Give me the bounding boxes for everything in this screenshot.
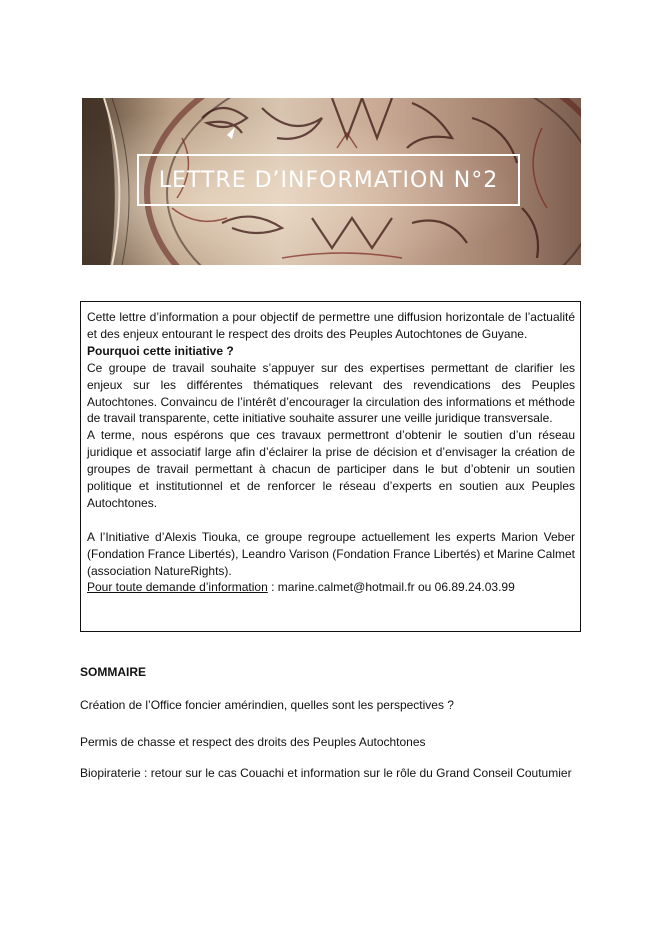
intro-paragraph: Ce groupe de travail souhaite s’appuyer sur des expertises permettant de clarifier les enjeux sur les différentes thématiques relevant des revendications des Peuples Autochtones. Convaincu de l’intérêt d’encourager la circulation des informations et méthode de travail transparente, cette initiative souhaite assurer une veille juridique transversale. [87, 360, 575, 426]
contact-details: : marine.calmet@hotmail.fr ou 06.89.24.03.99 [267, 580, 515, 595]
contact-line [87, 579, 575, 596]
toc-item: Permis de chasse et respect des droits des Peuples Autochtones [80, 735, 426, 749]
intro-question-heading: Pourquoi cette initiative ? [87, 343, 234, 358]
contact-label: Pour toute demande d’information [87, 580, 268, 595]
newsletter-title: LETTRE D’INFORMATION N°2 [158, 167, 499, 193]
banner-title-frame [137, 154, 520, 206]
sommaire-heading: SOMMAIRE [80, 665, 146, 679]
paragraph-spacer [87, 512, 575, 529]
header-banner [82, 98, 581, 265]
intro-paragraph: A l’Initiative d’Alexis Tiouka, ce groupe regroupe actuellement les experts Marion Veber (Fondation France Libertés), Leandro Varison (Fondation France Libertés) et Marine Calmet (association NatureRights). [87, 529, 576, 578]
intro-paragraph: Cette lettre d’information a pour objectif de permettre une diffusion horizontale de l’actualité et des enjeux entourant le respect des droits des Peuples Autochtones de Guyane. [87, 310, 575, 341]
intro-paragraph: A terme, nous espérons que ces travaux permettront d’obtenir le soutien d’un réseau juridique et associatif large afin d’éclairer la prise de décision et d’envisager la création de groupes de travail permettant à chacun de participer dans le but d’obtenir un soutien politique et institutionnel et de renforcer le réseau d’experts en soutien aux Peuples Autochtones. [87, 428, 575, 510]
toc-item: Création de l’Office foncier amérindien, quelles sont les perspectives ? [80, 698, 454, 712]
toc-item: Biopiraterie : retour sur le cas Couachi et information sur le rôle du Grand Conseil Coutumier [80, 766, 572, 780]
intro-box [80, 301, 581, 632]
